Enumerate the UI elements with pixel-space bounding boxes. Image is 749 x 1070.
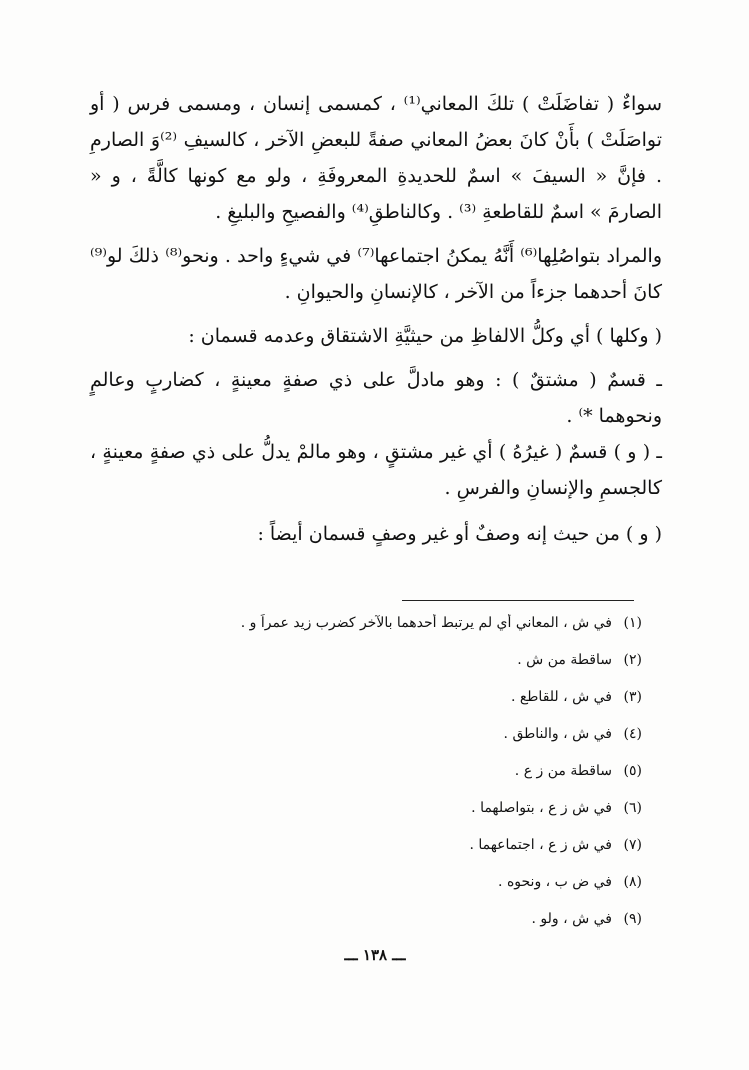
paragraph-1: سواءٌ ( تفاضَلَتْ ) تلكَ المعاني⁽¹⁾ ، كمسمى إنسان ، ومسمى فرس ( أو تواصَلَتْ ) بأَنْ كانَ بعضُ المعاني صفةً للبعضِ الآخر ، كالسيفِ ⁽²⁾وَ الصارمِ . فإنَّ « السيفَ » اسمٌ للحديدةِ المعروفَةِ ، ولو مع كونها كالَّةً ، و « الصارمَ » اسمٌ للقاطعةِ ⁽³⁾ . وكالناطقِ⁽⁴⁾ والفصيحِ والبليغِ . — [90, 93, 662, 223]
footnote-1 — [120, 614, 642, 651]
footnote-text: في ش ز ع ، بتواصلهما . — [471, 800, 612, 816]
footnote-number: (٣) — [623, 689, 642, 705]
footnote-number: (٦) — [623, 800, 642, 816]
footnote-5 — [120, 762, 642, 799]
footnote-2 — [120, 651, 642, 688]
footnote-text: في ض ب ، ونحوه . — [498, 874, 612, 890]
footnote-6 — [120, 799, 642, 836]
footnote-number: (٩) — [623, 911, 642, 927]
paragraph-3: ( وكلها ) أي وكلُّ الالفاظِ من حيثيَّةِ الاشتقاق وعدمه قسمان : — [188, 325, 662, 347]
footnote-text: ساقطة من ز ع . — [514, 763, 612, 779]
footnote-number: (٤) — [623, 726, 642, 742]
paragraph-4: ـ قسمٌ ( مشتقٌ ) : وهو مادلَّ على ذي صفةٍ معينةٍ ، كضاربٍ وعالمٍ ونحوهما *⁾ . — [90, 369, 662, 427]
footnote-text: في ش ، ولو . — [531, 911, 612, 927]
footnote-text: في ش ز ع ، اجتماعهما . — [469, 837, 612, 853]
footnote-4 — [120, 725, 642, 762]
paragraph-2: والمراد بتواصُلِها⁽⁶⁾ أَنَّهُ يمكنُ اجتماعها⁽⁷⁾ في شيءٍ واحد . ونحو⁽⁸⁾ ذلكَ لو⁽⁹⁾ كانَ أحدهما جزءاً من الآخر ، كالإنسانِ والحيوانِ . — [90, 245, 662, 303]
footnote-9 — [120, 910, 642, 947]
footnote-divider — [402, 600, 634, 601]
footnote-7 — [120, 836, 642, 873]
main-text — [90, 86, 662, 552]
footnotes — [120, 614, 642, 947]
footnote-number: (٥) — [623, 763, 642, 779]
paragraph-5: ـ ( و ) قسمٌ ( غيرُهُ ) أي غير مشتقٍ ، وهو مالمْ يدلُّ على ذي صفةٍ معينةٍ ، كالجسمِ والإنسانِ والفرسِ . — [90, 441, 662, 499]
footnote-text: في ش ، والناطق . — [503, 726, 612, 742]
footnote-3 — [120, 688, 642, 725]
footnote-8 — [120, 873, 642, 910]
page-number: ـــ ١٣٨ ـــ — [344, 946, 406, 964]
footnote-number: (١) — [623, 615, 642, 631]
footnote-text: ساقطة من ش . — [517, 652, 612, 668]
footnote-number: (٨) — [623, 874, 642, 890]
footnote-text: في ش ، المعاني أي لم يرتبط أحدهما بالآخر كضرب زيد عمراً و . — [240, 615, 612, 631]
footnote-number: (٧) — [623, 837, 642, 853]
footnote-text: في ش ، للقاطع . — [510, 689, 612, 705]
footnote-number: (٢) — [623, 652, 642, 668]
paragraph-6: ( و ) من حيث إنه وصفٌ أو غير وصفٍ قسمان أيضاً : — [257, 523, 662, 545]
